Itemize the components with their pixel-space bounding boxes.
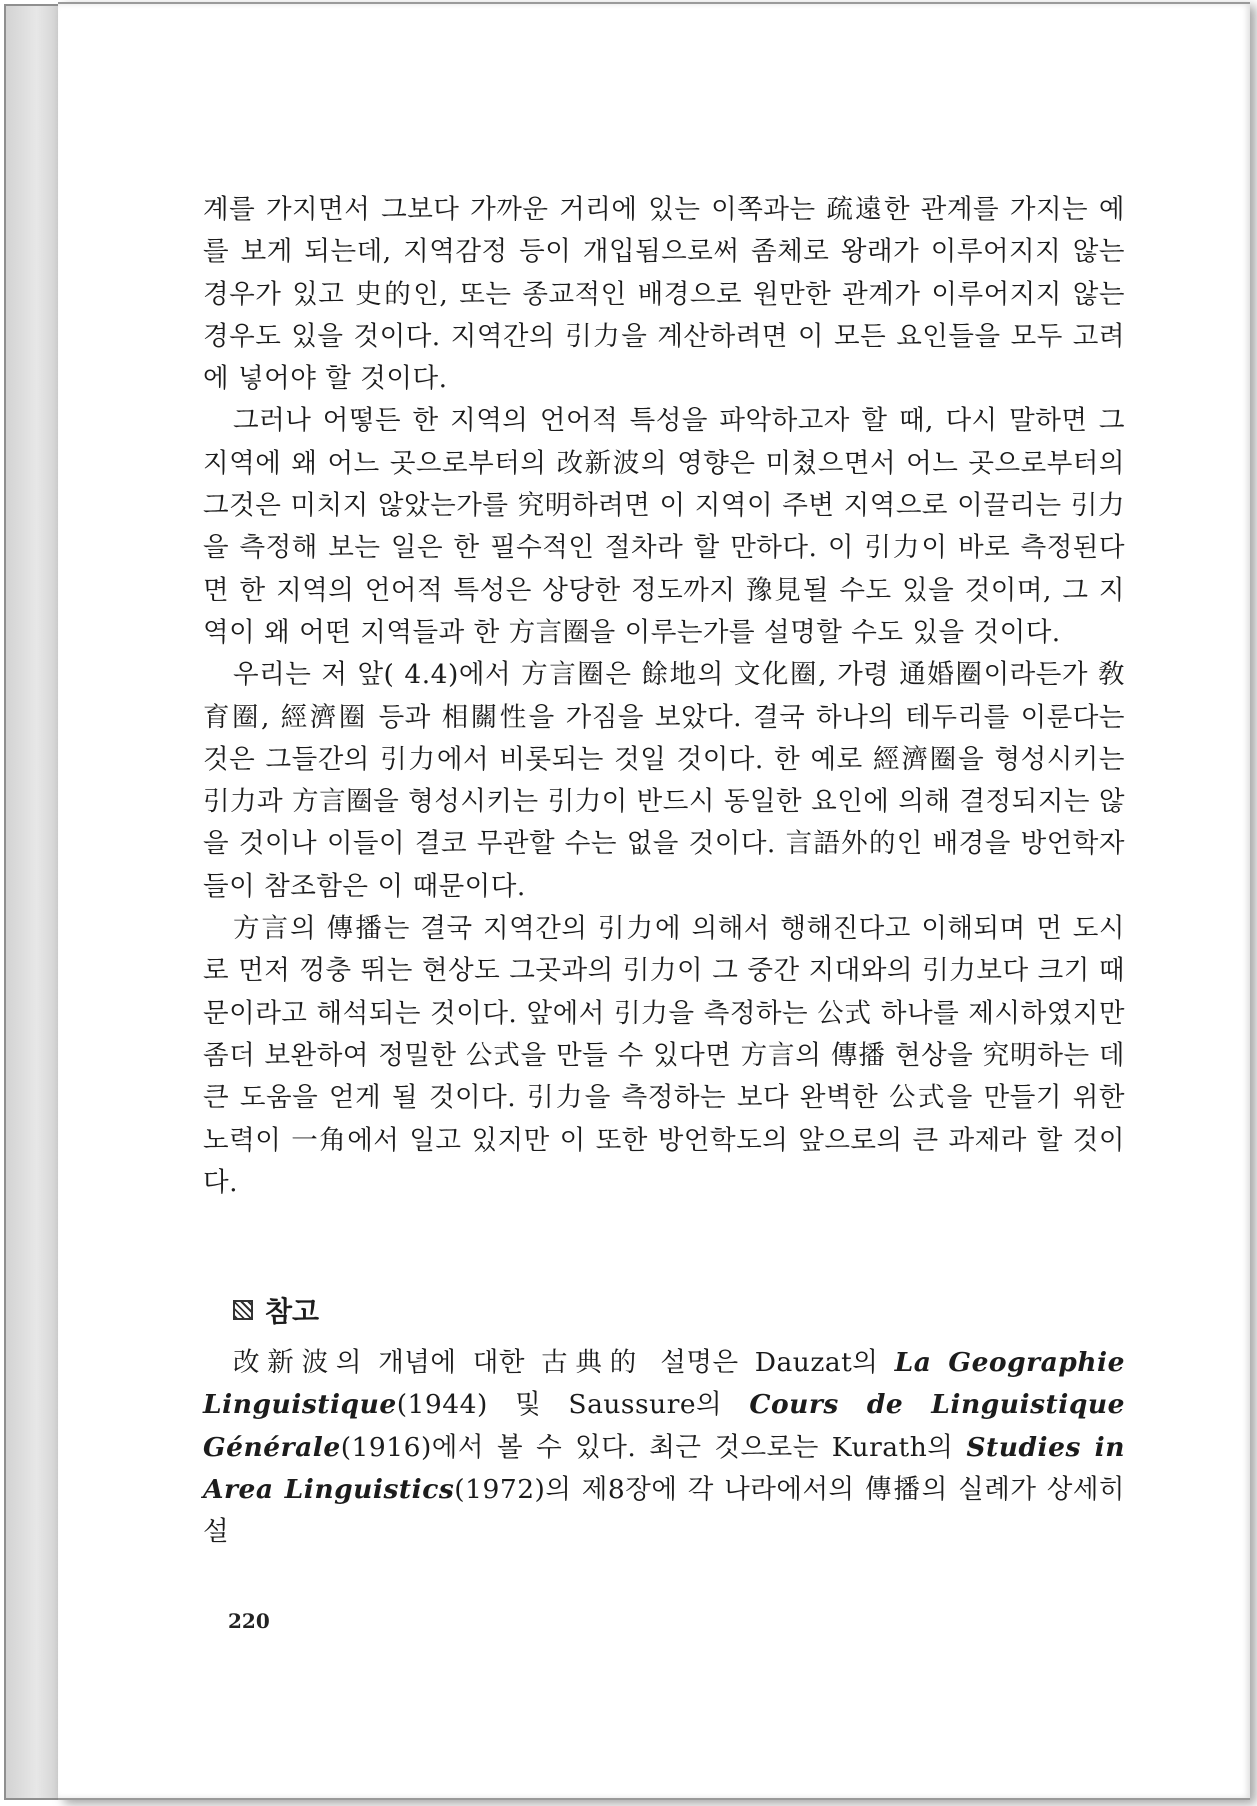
reference-paragraph bbox=[203, 1342, 1125, 1553]
book-page bbox=[58, 2, 1250, 1800]
paragraph-2: 그러나 어떻든 한 지역의 언어적 특성을 파악하고자 할 때, 다시 말하면 그 지역에 왜 어느 곳으로부터의 改新波의 영향은 미쳤으면서 어느 곳으로부터의 그것은 미치지 않았는가를 究明하려면 이 지역이 주변 지역으로 이끌리는 引力을 측정해 보는 일은 한 필수적인 절차라 할 만하다. 이 引力이 바로 측정된다면 한 지역의 언어적 특성은 상당한 정도까지 豫見될 수도 있을 것이며, 그 지역이 왜 어떤 지역들과 한 方言圈을 이루는가를 설명할 수도 있을 것이다. bbox=[203, 405, 1125, 648]
reference-heading bbox=[233, 1290, 1125, 1330]
reference-text-4: (1972)의 제8장에 각 나라에서의 傳播의 실례가 상세히 설 bbox=[203, 1474, 1126, 1548]
reference-title-2: Cours de Linguistique Générale bbox=[203, 1389, 1125, 1463]
reference-title-3: Studies in Area Linguistics bbox=[203, 1431, 1125, 1506]
paragraph-1: 계를 가지면서 그보다 가까운 거리에 있는 이쪽과는 疏遠한 관계를 가지는 예를 보게 되는데, 지역감정 등이 개입됨으로써 좀체로 왕래가 이루어지지 않는 경우가 있고 史的인, 또는 종교적인 배경으로 원만한 관계가 이루어지지 않는 경우도 있을 것이다. 지역간의 引力을 계산하려면 이 모든 요인들을 모두 고려에 넣어야 할 것이다. bbox=[203, 194, 1125, 395]
reference-text-3: (1916)에서 볼 수 있다. 최근 것으로는 Kurath의 bbox=[340, 1431, 967, 1463]
page-body bbox=[203, 189, 1125, 1554]
reference-text-2: (1944) 및 Saussure의 bbox=[396, 1389, 750, 1421]
book-spine-edge bbox=[4, 4, 62, 1800]
reference-text-1: 改新波의 개념에 대한 古典的 설명은 Dauzat의 bbox=[233, 1347, 895, 1379]
reference-heading-label: 참고 bbox=[265, 1295, 320, 1329]
hatched-box-icon bbox=[233, 1300, 253, 1320]
paragraph-4: 方言의 傳播는 결국 지역간의 引力에 의해서 행해진다고 이해되며 먼 도시로 먼저 껑충 뛰는 현상도 그곳과의 引力이 그 중간 지대와의 引力보다 크기 때문이라고 해석되는 것이다. 앞에서 引力을 측정하는 公式 하나를 제시하였지만 좀더 보완하여 정밀한 公式을 만들 수 있다면 方言의 傳播 현상을 究明하는 데 큰 도움을 얻게 될 것이다. 引力을 측정하는 보다 완벽한 公式을 만들기 위한 노력이 一角에서 일고 있지만 이 또한 방언학도의 앞으로의 큰 과제라 할 것이다. bbox=[203, 913, 1125, 1198]
paragraph-3: 우리는 저 앞( 4.4)에서 方言圈은 餘地의 文化圈, 가령 通婚圈이라든가 敎育圈, 經濟圈 등과 相關性을 가짐을 보았다. 결국 하나의 테두리를 이룬다는 것은 그들간의 引力에서 비롯되는 것일 것이다. 한 예로 經濟圈을 형성시키는 引力과 方言圈을 형성시키는 引力이 반드시 동일한 요인에 의해 결정되지는 않을 것이나 이들이 결코 무관할 수는 없을 것이다. 言語外的인 배경을 방언학자들이 참조함은 이 때문이다. bbox=[203, 659, 1125, 902]
reference-title-1: La Geographie Linguistique bbox=[203, 1347, 1125, 1421]
page-number: 220 bbox=[228, 1609, 270, 1633]
